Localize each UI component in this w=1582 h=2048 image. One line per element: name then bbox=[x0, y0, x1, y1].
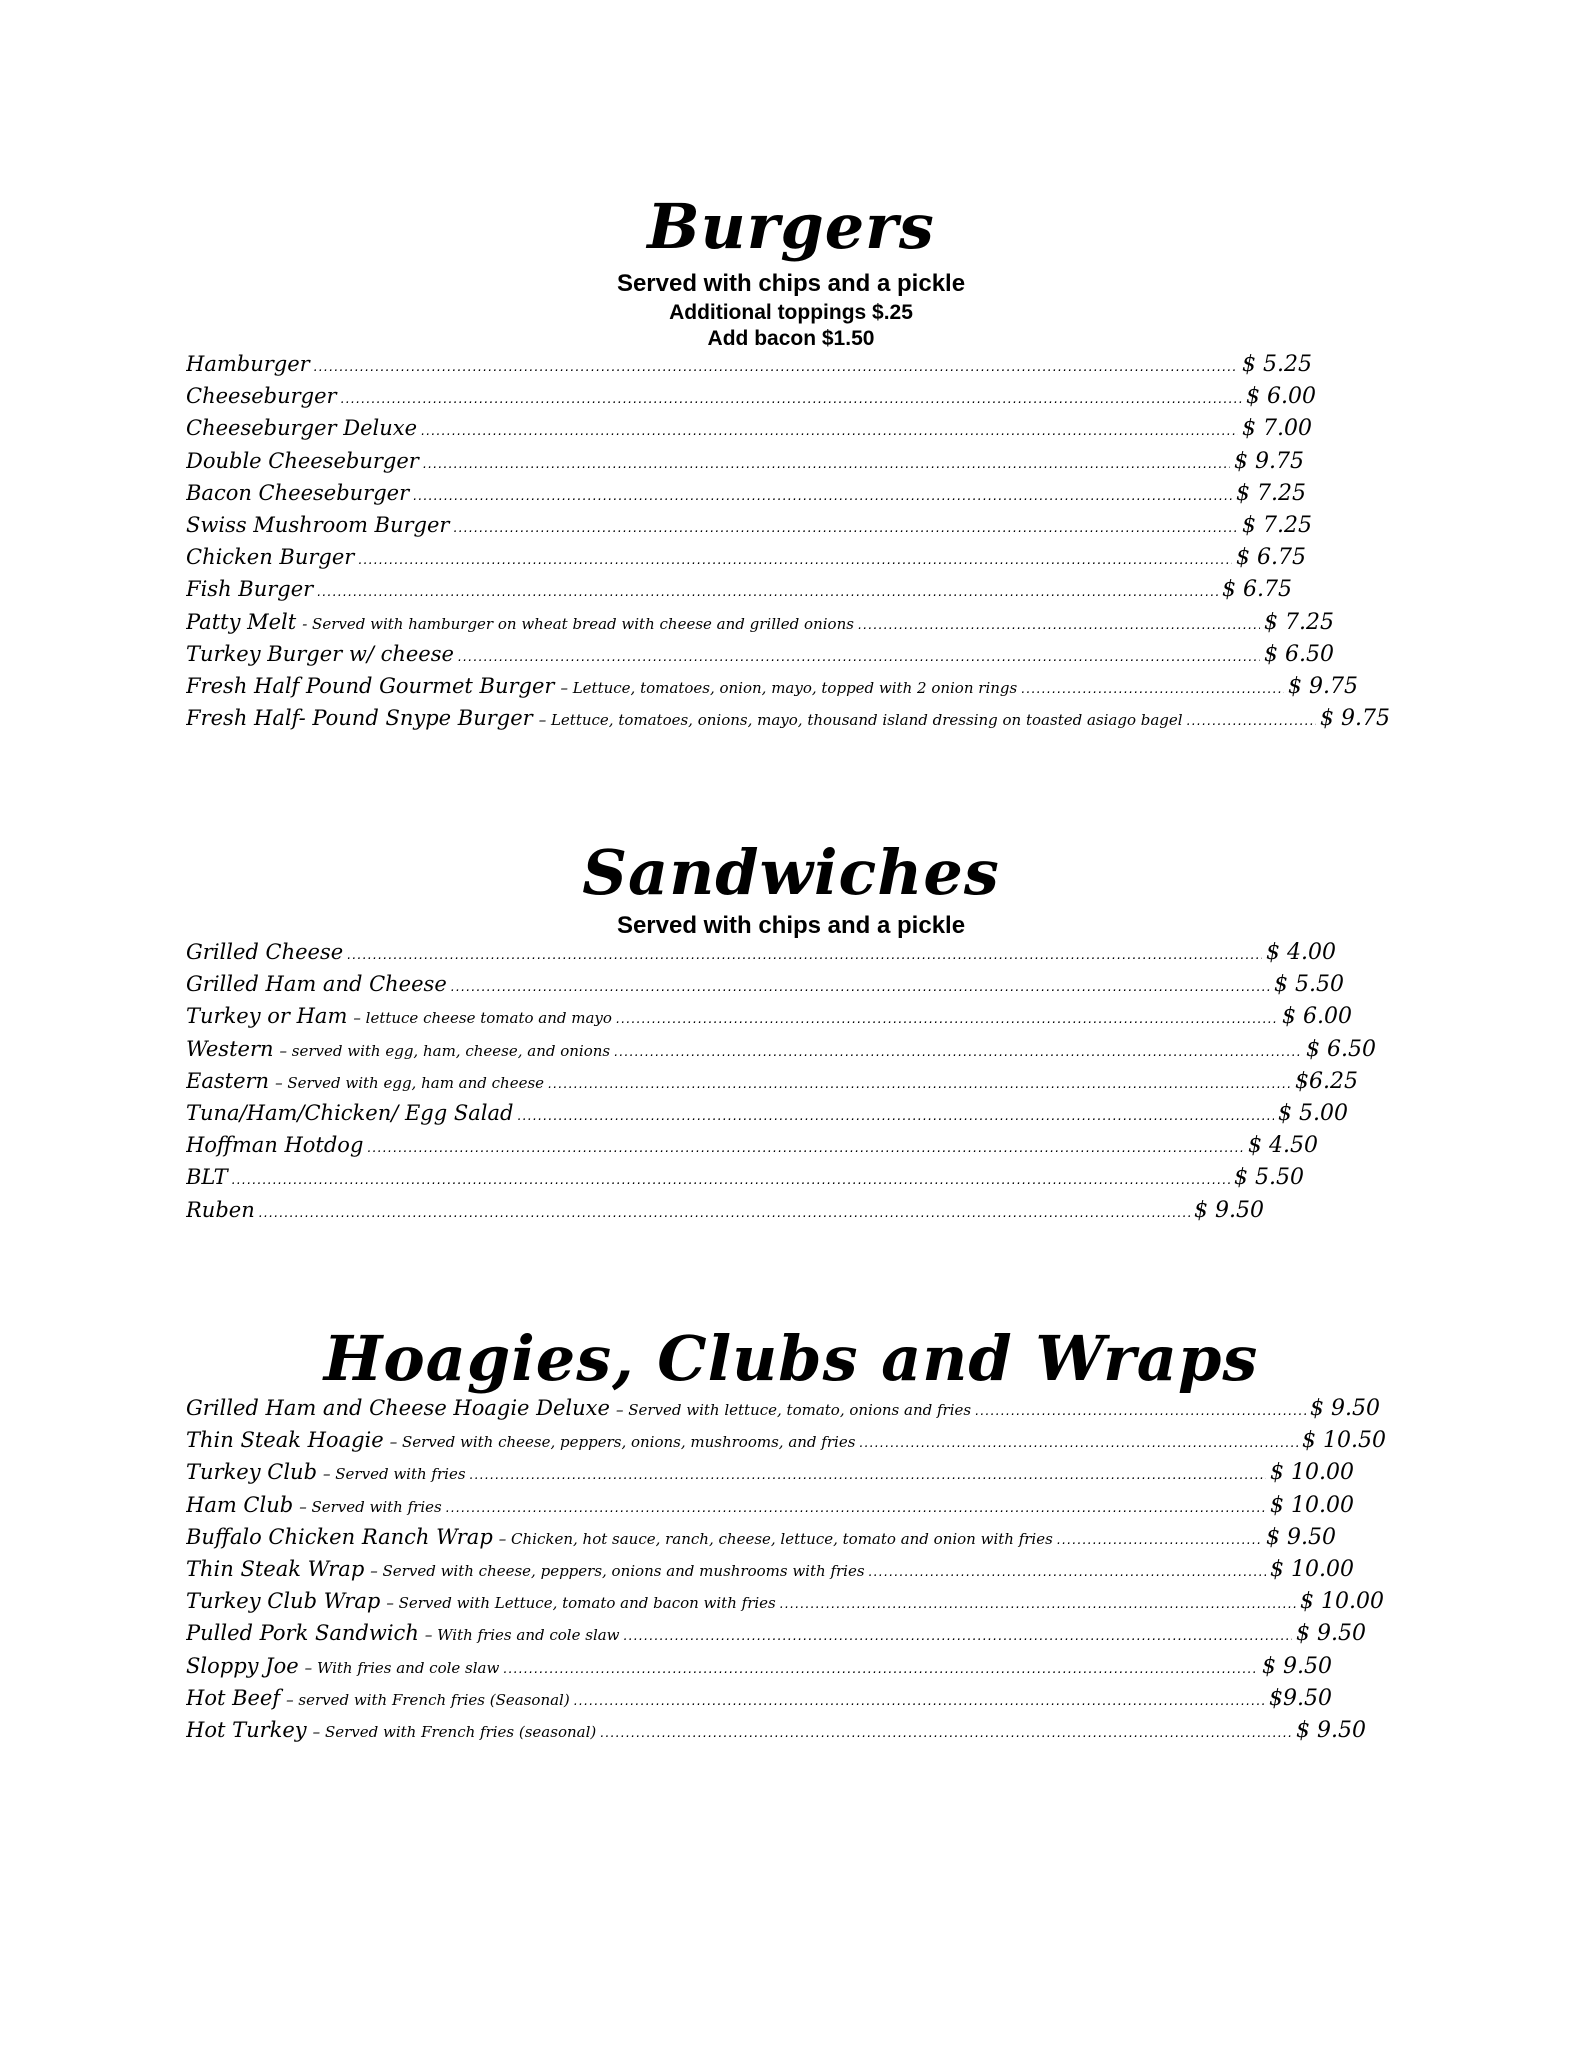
menu-item-name: Cheeseburger bbox=[186, 384, 337, 409]
hoagies-list bbox=[186, 1396, 1386, 1750]
menu-item-name: Hot Beef bbox=[186, 1685, 281, 1710]
menu-item bbox=[186, 416, 1312, 448]
menu-item-name: Pulled Pork Sandwich bbox=[186, 1621, 419, 1646]
menu-item-price: $ 7.25 bbox=[1242, 512, 1312, 538]
dot-leader bbox=[1187, 714, 1316, 729]
dot-leader bbox=[421, 424, 1238, 439]
menu-item-price: $ 7.25 bbox=[1264, 609, 1334, 635]
menu-item-description: – Lettuce, tomatoes, onion, mayo, topped with 2 onion rings bbox=[560, 678, 1018, 697]
menu-item-price: $ 4.50 bbox=[1248, 1133, 1318, 1159]
burgers-title: Burgers bbox=[647, 190, 935, 263]
burgers-toppings-note: Additional toppings $.25 bbox=[669, 301, 913, 324]
dot-leader bbox=[458, 650, 1260, 665]
menu-item-price: $ 7.00 bbox=[1242, 416, 1312, 442]
menu-item-price: $ 9.50 bbox=[1296, 1621, 1366, 1647]
menu-item-name: Grilled Ham and Cheese bbox=[186, 972, 447, 997]
menu-item bbox=[186, 1621, 1366, 1653]
dot-leader bbox=[358, 553, 1232, 568]
menu-item-description: - Served with hamburger on wheat bread with cheese and grilled onions bbox=[302, 614, 854, 633]
dot-leader bbox=[451, 980, 1270, 995]
menu-item-price: $ 5.50 bbox=[1234, 1165, 1304, 1191]
menu-item bbox=[186, 1654, 1332, 1686]
menu-item-price: $ 6.75 bbox=[1222, 577, 1292, 603]
menu-item-name: Ruben bbox=[186, 1197, 255, 1222]
menu-item bbox=[186, 706, 1390, 738]
menu-item-description: – Chicken, hot sauce, ranch, cheese, lettuce, tomato and onion with fries bbox=[498, 1529, 1053, 1548]
dot-leader bbox=[869, 1565, 1266, 1580]
menu-item-price: $ 9.50 bbox=[1296, 1717, 1366, 1743]
dot-leader bbox=[367, 1141, 1244, 1156]
menu-item-name: Hot Turkey bbox=[186, 1717, 307, 1742]
menu-item bbox=[186, 1493, 1354, 1525]
dot-leader bbox=[314, 360, 1238, 375]
dot-leader bbox=[517, 1109, 1274, 1124]
menu-item-name: Sloppy Joe bbox=[186, 1653, 299, 1678]
menu-item-price: $ 9.50 bbox=[1262, 1653, 1332, 1679]
menu-item-price: $ 9.75 bbox=[1288, 673, 1358, 699]
burgers-subtitle: Served with chips and a pickle bbox=[616, 270, 966, 297]
menu-item bbox=[186, 1101, 1348, 1133]
menu-item-price: $ 5.00 bbox=[1278, 1100, 1348, 1126]
menu-item-price: $6.25 bbox=[1295, 1068, 1358, 1094]
menu-item-price: $ 6.50 bbox=[1264, 641, 1334, 667]
menu-item-name: Bacon Cheeseburger bbox=[186, 480, 410, 505]
dot-leader bbox=[347, 948, 1262, 963]
menu-item-price: $ 9.75 bbox=[1234, 448, 1304, 474]
sandwiches-list bbox=[186, 940, 1376, 1230]
menu-item-name: Thin Steak Wrap bbox=[186, 1556, 365, 1581]
dot-leader bbox=[600, 1726, 1292, 1741]
menu-item-name: Turkey Burger w/ cheese bbox=[186, 641, 454, 666]
dot-leader bbox=[1021, 682, 1284, 697]
menu-item-description: – Served with cheese, peppers, onions and mushrooms with fries bbox=[370, 1561, 865, 1580]
dot-leader bbox=[780, 1597, 1296, 1612]
menu-item bbox=[186, 513, 1312, 545]
dot-leader bbox=[858, 618, 1260, 633]
menu-item-name: Western bbox=[186, 1036, 274, 1061]
menu-item-name: Grilled Ham and Cheese Hoagie Deluxe bbox=[186, 1396, 610, 1420]
menu-item-description: – Served with cheese, peppers, onions, mushrooms, and fries bbox=[389, 1433, 856, 1452]
sandwiches-subtitle: Served with chips and a pickle bbox=[616, 912, 966, 939]
menu-item-description: – served with French fries (Seasonal) bbox=[286, 1690, 570, 1709]
menu-item-name: Fresh Half Pound Gourmet Burger bbox=[186, 673, 555, 698]
menu-item-price: $ 10.00 bbox=[1300, 1589, 1384, 1615]
menu-item bbox=[186, 1198, 1264, 1230]
dot-leader bbox=[232, 1173, 1230, 1188]
dot-leader bbox=[413, 489, 1232, 504]
menu-item bbox=[186, 1004, 1352, 1036]
menu-item bbox=[186, 545, 1306, 577]
menu-item-description: – With fries and cole slaw bbox=[304, 1658, 500, 1677]
dot-leader bbox=[548, 1077, 1291, 1092]
dot-leader bbox=[503, 1662, 1258, 1677]
menu-item bbox=[186, 1718, 1366, 1750]
dot-leader bbox=[574, 1694, 1265, 1709]
menu-item-name: Hamburger bbox=[186, 352, 310, 376]
menu-item bbox=[186, 1525, 1336, 1557]
menu-item-name: Eastern bbox=[186, 1068, 270, 1093]
menu-item-name: Buffalo Chicken Ranch Wrap bbox=[186, 1524, 493, 1549]
menu-item bbox=[186, 674, 1358, 706]
menu-item-price: $ 6.50 bbox=[1306, 1036, 1376, 1062]
menu-item-description: – Served with Lettuce, tomato and bacon with fries bbox=[386, 1594, 776, 1613]
menu-item bbox=[186, 1460, 1354, 1492]
dot-leader bbox=[317, 585, 1218, 600]
menu-item-name: Tuna/Ham/Chicken/ Egg Salad bbox=[186, 1100, 514, 1125]
menu-item bbox=[186, 481, 1306, 513]
menu-item-name: Chicken Burger bbox=[186, 545, 355, 570]
menu-item-price: $ 9.50 bbox=[1310, 1396, 1380, 1421]
menu-item-price: $ 6.75 bbox=[1236, 545, 1306, 571]
menu-item-description: – With fries and cole slaw bbox=[424, 1626, 620, 1645]
menu-item-name: Grilled Cheese bbox=[186, 940, 344, 964]
menu-item-description: – served with egg, ham, cheese, and onions bbox=[279, 1041, 611, 1060]
dot-leader bbox=[259, 1206, 1190, 1221]
menu-item-name: Turkey or Ham bbox=[186, 1004, 348, 1029]
menu-item bbox=[186, 940, 1336, 972]
dot-leader bbox=[616, 1012, 1278, 1027]
menu-item-description: – lettuce cheese tomato and mayo bbox=[353, 1009, 612, 1028]
dot-leader bbox=[975, 1404, 1306, 1419]
menu-item-price: $ 10.00 bbox=[1270, 1556, 1354, 1582]
menu-item-price: $ 6.00 bbox=[1246, 384, 1316, 410]
menu-item bbox=[186, 610, 1334, 642]
hoagies-title: Hoagies, Clubs and Wraps bbox=[323, 1322, 1259, 1395]
menu-item-name: Turkey Club bbox=[186, 1460, 318, 1485]
menu-item-price: $ 9.50 bbox=[1194, 1197, 1264, 1223]
menu-item-name: Fish Burger bbox=[186, 577, 314, 602]
menu-item-name: Ham Club bbox=[186, 1492, 294, 1517]
dot-leader bbox=[470, 1468, 1267, 1483]
menu-item-description: – Served with fries bbox=[323, 1465, 466, 1484]
menu-item-name: BLT bbox=[186, 1165, 228, 1190]
menu-item-name: Hoffman Hotdog bbox=[186, 1133, 364, 1158]
menu-item-description: – Served with egg, ham and cheese bbox=[275, 1073, 545, 1092]
menu-item-name: Thin Steak Hoagie bbox=[186, 1428, 384, 1453]
menu-item-price: $ 10.00 bbox=[1270, 1460, 1354, 1486]
menu-item-name: Swiss Mushroom Burger bbox=[186, 512, 450, 537]
menu-item bbox=[186, 1686, 1332, 1718]
menu-item-price: $ 9.50 bbox=[1266, 1524, 1336, 1550]
menu-item bbox=[186, 352, 1312, 384]
burgers-list bbox=[186, 352, 1390, 738]
menu-item-name: Double Cheeseburger bbox=[186, 448, 419, 473]
menu-item-price: $ 10.50 bbox=[1302, 1428, 1386, 1454]
dot-leader bbox=[1057, 1533, 1262, 1548]
menu-item-price: $ 10.00 bbox=[1270, 1492, 1354, 1518]
menu-item bbox=[186, 1165, 1304, 1197]
menu-item bbox=[186, 384, 1316, 416]
menu-item-name: Fresh Half- Pound Snype Burger bbox=[186, 706, 533, 731]
menu-item-description: – Served with fries bbox=[299, 1497, 442, 1516]
menu-item-name: Cheeseburger Deluxe bbox=[186, 416, 418, 441]
menu-item bbox=[186, 1069, 1358, 1101]
dot-leader bbox=[614, 1045, 1302, 1060]
menu-item bbox=[186, 1133, 1318, 1165]
menu-item-description: – Lettuce, tomatoes, onions, mayo, thousand island dressing on toasted asiago bagel bbox=[538, 711, 1183, 730]
menu-item-description: – Served with French fries (seasonal) bbox=[312, 1722, 597, 1741]
menu-item bbox=[186, 1037, 1376, 1069]
dot-leader bbox=[453, 521, 1238, 536]
dot-leader bbox=[859, 1436, 1298, 1451]
menu-item-description: – Served with lettuce, tomato, onions and fries bbox=[615, 1401, 972, 1419]
menu-item bbox=[186, 577, 1292, 609]
menu-item bbox=[186, 1589, 1384, 1621]
dot-leader bbox=[341, 392, 1242, 407]
menu-item bbox=[186, 972, 1344, 1004]
menu-item bbox=[186, 1396, 1380, 1428]
menu-item-price: $ 6.00 bbox=[1282, 1004, 1352, 1030]
menu-item-price: $ 5.25 bbox=[1242, 352, 1312, 377]
menu-item-price: $9.50 bbox=[1269, 1685, 1332, 1711]
menu-item bbox=[186, 449, 1304, 481]
menu-item-name: Patty Melt bbox=[186, 609, 297, 634]
menu-item-price: $ 7.25 bbox=[1236, 480, 1306, 506]
burgers-bacon-note: Add bacon $1.50 bbox=[707, 327, 875, 350]
dot-leader bbox=[446, 1501, 1266, 1516]
menu-item bbox=[186, 1428, 1386, 1460]
menu-item-price: $ 4.00 bbox=[1266, 940, 1336, 965]
menu-item-price: $ 9.75 bbox=[1320, 706, 1390, 732]
menu-item bbox=[186, 642, 1334, 674]
dot-leader bbox=[423, 457, 1230, 472]
dot-leader bbox=[624, 1629, 1292, 1644]
sandwiches-title: Sandwiches bbox=[582, 836, 1000, 909]
menu-item-name: Turkey Club Wrap bbox=[186, 1589, 381, 1614]
menu-item-price: $ 5.50 bbox=[1274, 972, 1344, 998]
menu-item bbox=[186, 1557, 1354, 1589]
